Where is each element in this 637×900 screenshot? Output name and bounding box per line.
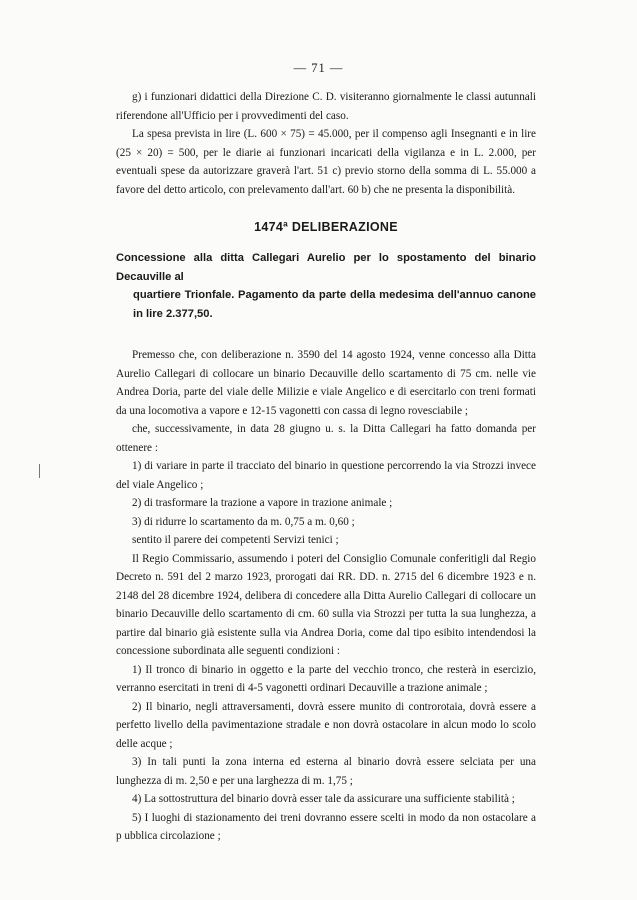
page-number: — 71 —: [293, 61, 344, 75]
intro-paragraph: g) i funzionari didattici della Direzione C. D. visiteranno giornalmente le classi autunnali riferendone all'Ufficio per i provvedimenti del caso.: [116, 91, 536, 122]
page-content: [116, 88, 536, 846]
body-paragraph: 3) di ridurre lo scartamento da m. 0,75 a m. 0,60 ;: [132, 515, 355, 528]
intro-paragraph: La spesa prevista in lire (L. 600 × 75) = 45.000, per il compenso agli Insegnanti e in lire (25 × 20) = 500, per le diarie ai funzionari incaricati della vigilanza e in L. 2.000, per eventuali spese da autorizzare graverà l'art. 51 c) previo storno della somma di L. 55.000 a favore del detto articolo, con prelevamento dall'art. 60 b) che ne presenta la disponibilità.: [116, 128, 536, 196]
body-paragraph: 3) In tali punti la zona interna ed esterna al binario dovrà essere selciata per una lunghezza di m. 2,50 e per una larghezza di m. 1,75 ;: [116, 756, 536, 787]
body-paragraph: 5) I luoghi di stazionamento dei treni dovranno essere scelti in modo da non ostacolare a p ubblica circolazione ;: [116, 811, 536, 842]
subject-line: Concessione alla ditta Callegari Aurelio per lo spostamento del binario Decauville al: [116, 252, 536, 283]
deliberation-subject: [116, 249, 536, 323]
body-paragraph: 4) La sottostruttura del binario dovrà esser tale da assicurare una sufficiente stabilità ;: [132, 793, 515, 805]
body-paragraph: Il Regio Commissario, assumendo i poteri del Consiglio Comunale conferitigli dal Regio Decreto n. 591 del 2 marzo 1923, prorogati dai RR. DD. n. 2715 del 6 dicembre 1923 e n. 2148 del 28 dicembre 1924, delibera di concedere alla Ditta Aurelio Callegari di collocare un binario Decauville dello scartamento di cm. 60 sulla via Strozzi per tutta la sua lunghezza, a partire dal binario già esistente sulla via Andrea Doria, come dal tipo esibito intendendosi la concessione subordinata alle seguenti condizioni :: [116, 552, 536, 657]
body-paragraph: 1) Il tronco di binario in oggetto e la parte del vecchio tronco, che resterà in esercizio, verranno esercitati in treni di 4-5 vagonetti ordinari Decauville a trazione animale ;: [116, 663, 536, 694]
body-paragraph: sentito il parere dei competenti Servizi tenici ;: [132, 534, 339, 546]
body-paragraph: 2) Il binario, negli attraversamenti, dovrà essere munito di controrotaia, dovrà essere a perfetto livello della pavimentazione stradale e non dovrà ostacolare in alcun modo lo scolo delle acque ;: [116, 700, 536, 750]
deliberation-heading: 1474ª DELIBERAZIONE: [254, 220, 398, 234]
body-paragraph: che, successivamente, in data 28 giugno u. s. la Ditta Callegari ha fatto domanda per ottenere :: [116, 423, 536, 454]
margin-mark: [39, 464, 40, 478]
body-paragraph: 1) di variare in parte il tracciato del binario in questione percorrendo la via Strozzi invece del viale Angelico ;: [116, 460, 536, 491]
body-paragraph: 2) di trasformare la trazione a vapore in trazione animale ;: [132, 497, 393, 509]
body-paragraph: Premesso che, con deliberazione n. 3590 del 14 agosto 1924, venne concesso alla Ditta Aurelio Callegari di collocare un binario Decauville dello scartamento di 75 cm. nelle vie Andrea Doria, parte del viale delle Milizie e viale Angelico e di esercitarlo con treni formati da una locomotiva a vapore e 12-15 vagonetti con cassa di legno rovesciabile ;: [116, 349, 536, 417]
subject-continuation: quartiere Trionfale. Pagamento da parte della medesima dell'annuo canone in lire 2.377,50.: [133, 289, 536, 320]
